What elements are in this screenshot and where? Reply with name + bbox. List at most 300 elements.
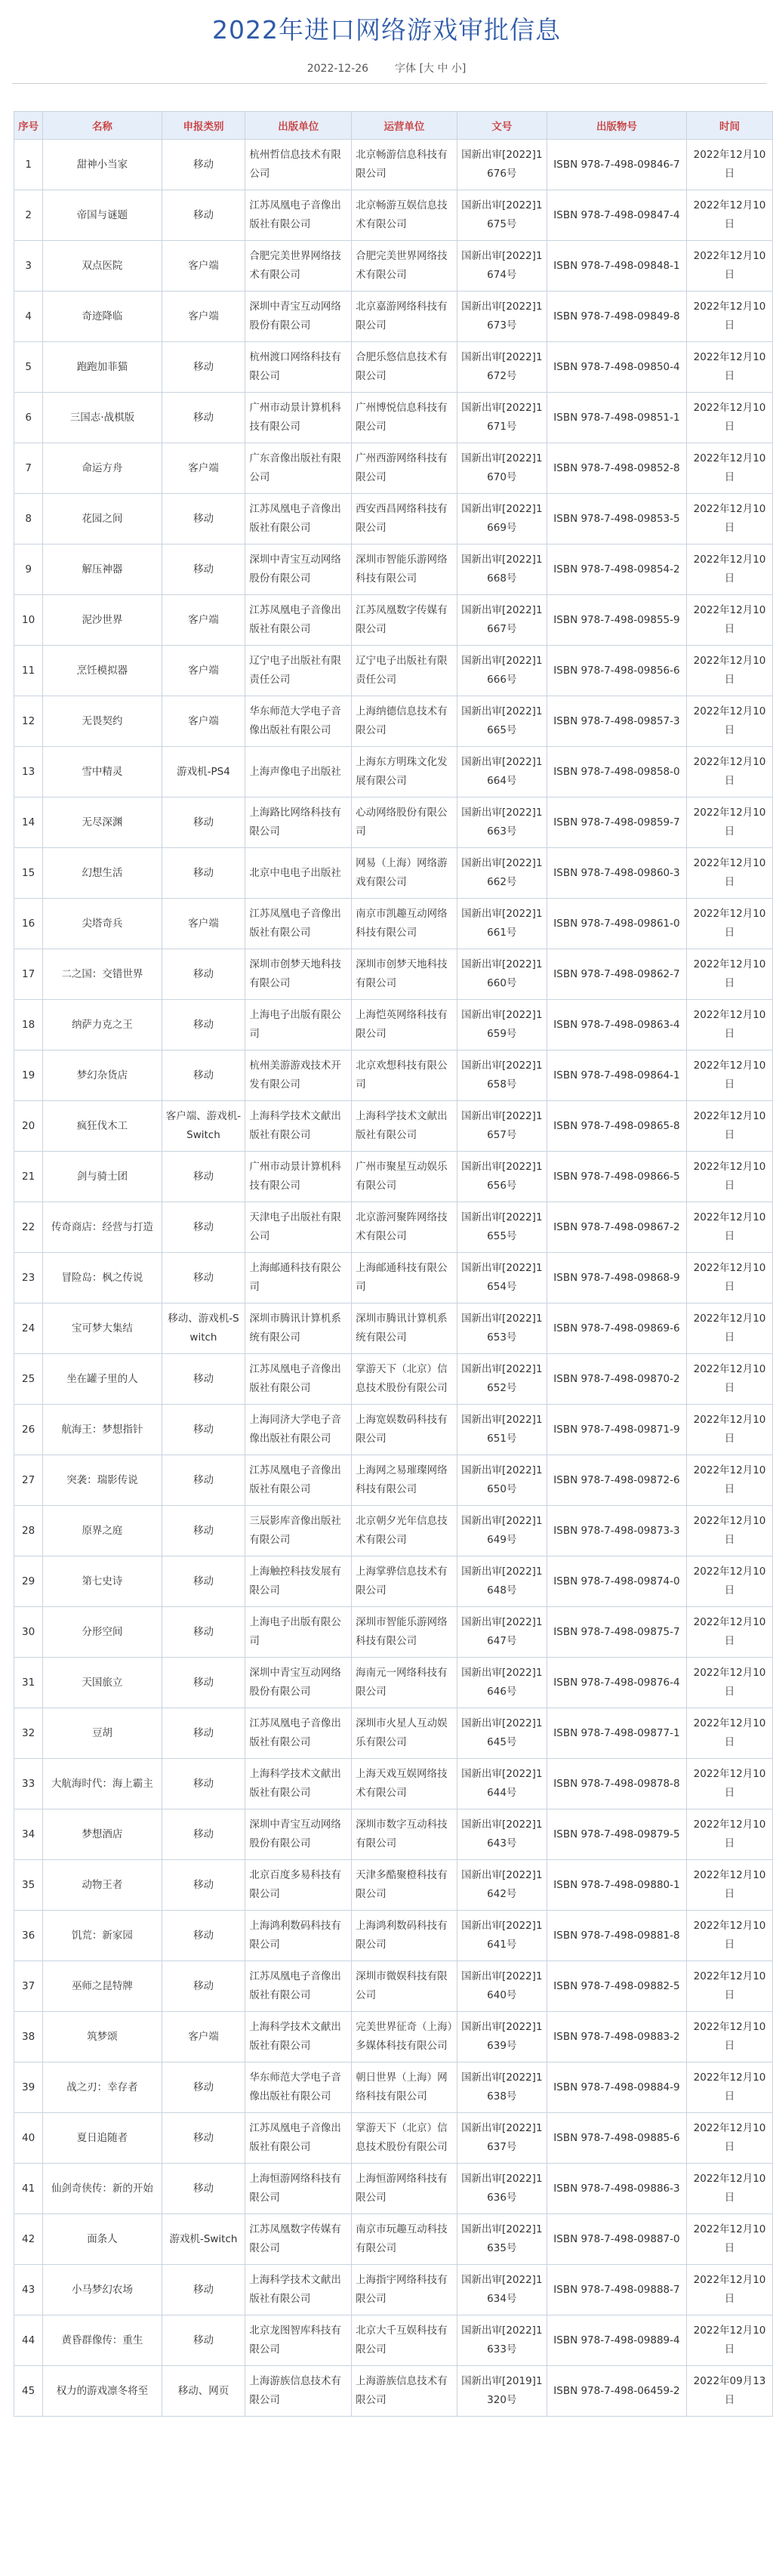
cell-operator: 深圳市智能乐游网络科技有限公司 [352,1607,457,1658]
cell-date: 2022年12月10日 [687,2062,773,2113]
cell-name: 饥荒：新家园 [43,1911,162,1961]
table-row [14,899,773,949]
cell-name: 尖塔奇兵 [43,899,162,949]
cell-name: 二之国：交错世界 [43,949,162,1000]
cell-isbn: ISBN 978-7-498-09860-3 [547,848,686,899]
cell-isbn: ISBN 978-7-498-09866-5 [547,1152,686,1202]
cell-index: 32 [14,1708,43,1759]
cell-date: 2022年12月10日 [687,1860,773,1911]
cell-doc-number: 国新出审[2022]1640号 [457,1961,547,2012]
cell-category: 移动 [162,393,245,443]
cell-publisher: 深圳中青宝互动网络股份有限公司 [245,292,352,342]
cell-index: 13 [14,747,43,797]
cell-operator: 上海鸿利数码科技有限公司 [352,1911,457,1961]
cell-name: 雪中精灵 [43,747,162,797]
cell-name: 分形空间 [43,1607,162,1658]
table-row [14,1759,773,1809]
cell-category: 移动 [162,2113,245,2164]
cell-name: 跑跑加菲猫 [43,342,162,393]
cell-operator: 江苏凤凰数字传媒有限公司 [352,595,457,646]
header-category: 申报类别 [162,112,245,140]
cell-category: 客户端 [162,241,245,292]
cell-name: 无尽深渊 [43,797,162,848]
cell-category: 移动 [162,190,245,241]
cell-isbn: ISBN 978-7-498-09862-7 [547,949,686,1000]
cell-doc-number: 国新出审[2022]1666号 [457,646,547,696]
cell-category: 客户端 [162,595,245,646]
cell-operator: 北京畅游互娱信息技术有限公司 [352,190,457,241]
cell-index: 41 [14,2164,43,2214]
table-row [14,2315,773,2366]
cell-index: 28 [14,1506,43,1556]
cell-doc-number: 国新出审[2022]1646号 [457,1658,547,1708]
cell-doc-number: 国新出审[2022]1638号 [457,2062,547,2113]
cell-category: 游戏机-PS4 [162,747,245,797]
cell-name: 原界之庭 [43,1506,162,1556]
cell-doc-number: 国新出审[2022]1675号 [457,190,547,241]
cell-date: 2022年12月10日 [687,1556,773,1607]
font-size-label: 字体 [395,63,416,75]
cell-operator: 上海天戏互娱网络技术有限公司 [352,1759,457,1809]
cell-name: 面条人 [43,2214,162,2265]
cell-isbn: ISBN 978-7-498-09879-5 [547,1809,686,1860]
table-row [14,1556,773,1607]
cell-name: 纳萨力克之王 [43,1000,162,1050]
cell-isbn: ISBN 978-7-498-09871-9 [547,1405,686,1455]
cell-operator: 南京市凯趣互动网络科技有限公司 [352,899,457,949]
cell-category: 客户端 [162,443,245,494]
cell-publisher: 深圳中青宝互动网络股份有限公司 [245,545,352,595]
cell-category: 移动 [162,1860,245,1911]
cell-doc-number: 国新出审[2022]1636号 [457,2164,547,2214]
cell-publisher: 北京中电电子出版社 [245,848,352,899]
cell-publisher: 上海恒游网络科技有限公司 [245,2164,352,2214]
cell-index: 37 [14,1961,43,2012]
cell-publisher: 北京龙图智库科技有限公司 [245,2315,352,2366]
cell-category: 移动 [162,140,245,190]
table-row [14,1354,773,1405]
table-row [14,1708,773,1759]
table-row [14,1860,773,1911]
cell-publisher: 上海触控科技发展有限公司 [245,1556,352,1607]
cell-isbn: ISBN 978-7-498-09874-0 [547,1556,686,1607]
cell-publisher: 辽宁电子出版社有限责任公司 [245,646,352,696]
cell-publisher: 江苏凤凰电子音像出版社有限公司 [245,2113,352,2164]
cell-operator: 合肥完美世界网络技术有限公司 [352,241,457,292]
table-row [14,292,773,342]
cell-name: 宝可梦大集结 [43,1303,162,1354]
cell-isbn: ISBN 978-7-498-09888-7 [547,2265,686,2315]
cell-date: 2022年12月10日 [687,1455,773,1506]
table-row [14,1101,773,1152]
cell-operator: 上海恺英网络科技有限公司 [352,1000,457,1050]
cell-index: 14 [14,797,43,848]
cell-doc-number: 国新出审[2022]1656号 [457,1152,547,1202]
cell-date: 2022年12月10日 [687,1658,773,1708]
cell-operator: 北京畅游信息科技有限公司 [352,140,457,190]
cell-publisher: 江苏凤凰电子音像出版社有限公司 [245,1961,352,2012]
cell-index: 27 [14,1455,43,1506]
header-index: 序号 [14,112,43,140]
table-row [14,1303,773,1354]
cell-operator: 深圳市火星人互动娱乐有限公司 [352,1708,457,1759]
cell-doc-number: 国新出审[2022]1641号 [457,1911,547,1961]
cell-name: 梦想酒店 [43,1809,162,1860]
cell-name: 黄昏群像传：重生 [43,2315,162,2366]
cell-operator: 深圳市微娱科技有限公司 [352,1961,457,2012]
cell-doc-number: 国新出审[2022]1672号 [457,342,547,393]
cell-isbn: ISBN 978-7-498-09847-4 [547,190,686,241]
cell-date: 2022年12月10日 [687,292,773,342]
cell-category: 移动 [162,848,245,899]
approval-table [14,111,773,2417]
cell-publisher: 江苏凤凰电子音像出版社有限公司 [245,1455,352,1506]
cell-isbn: ISBN 978-7-498-09864-1 [547,1050,686,1101]
table-row [14,696,773,747]
cell-date: 2022年12月10日 [687,595,773,646]
cell-publisher: 上海电子出版有限公司 [245,1000,352,1050]
cell-index: 43 [14,2265,43,2315]
table-row [14,2164,773,2214]
cell-operator: 上海掌骅信息技术有限公司 [352,1556,457,1607]
cell-publisher: 华东师范大学电子音像出版社有限公司 [245,2062,352,2113]
cell-name: 梦幻杂货店 [43,1050,162,1101]
cell-operator: 上海网之易璀璨网络科技有限公司 [352,1455,457,1506]
cell-publisher: 北京百度多易科技有限公司 [245,1860,352,1911]
cell-date: 2022年12月10日 [687,2315,773,2366]
cell-isbn: ISBN 978-7-498-09885-6 [547,2113,686,2164]
cell-date: 2022年12月10日 [687,545,773,595]
cell-publisher: 深圳市创梦天地科技有限公司 [245,949,352,1000]
cell-publisher: 上海鸿利数码科技有限公司 [245,1911,352,1961]
cell-doc-number: 国新出审[2022]1647号 [457,1607,547,1658]
cell-publisher: 杭州哲信息技术有限公司 [245,140,352,190]
cell-index: 23 [14,1253,43,1303]
cell-date: 2022年12月10日 [687,899,773,949]
table-row [14,2113,773,2164]
cell-index: 22 [14,1202,43,1253]
font-size-switcher[interactable]: [大 中 小] [419,63,467,75]
cell-index: 17 [14,949,43,1000]
cell-date: 2022年12月10日 [687,1759,773,1809]
cell-name: 帝国与谜题 [43,190,162,241]
cell-isbn: ISBN 978-7-498-09887-0 [547,2214,686,2265]
cell-name: 豆胡 [43,1708,162,1759]
cell-index: 26 [14,1405,43,1455]
cell-operator: 北京嘉游网络科技有限公司 [352,292,457,342]
cell-name: 剑与骑士团 [43,1152,162,1202]
cell-date: 2022年12月10日 [687,848,773,899]
cell-doc-number: 国新出审[2022]1652号 [457,1354,547,1405]
cell-operator: 合肥乐悠信息技术有限公司 [352,342,457,393]
cell-doc-number: 国新出审[2022]1642号 [457,1860,547,1911]
cell-index: 2 [14,190,43,241]
cell-isbn: ISBN 978-7-498-09863-4 [547,1000,686,1050]
cell-doc-number: 国新出审[2019]1320号 [457,2366,547,2417]
table-row [14,1405,773,1455]
cell-category: 客户端 [162,2012,245,2062]
table-row [14,1455,773,1506]
cell-doc-number: 国新出审[2022]1653号 [457,1303,547,1354]
cell-publisher: 合肥完美世界网络技术有限公司 [245,241,352,292]
cell-category: 移动 [162,1759,245,1809]
cell-doc-number: 国新出审[2022]1635号 [457,2214,547,2265]
cell-publisher: 上海游族信息技术有限公司 [245,2366,352,2417]
cell-operator: 深圳市智能乐游网络科技有限公司 [352,545,457,595]
cell-doc-number: 国新出审[2022]1665号 [457,696,547,747]
cell-category: 移动 [162,1961,245,2012]
header-isbn: 出版物号 [547,112,686,140]
cell-isbn: ISBN 978-7-498-09856-6 [547,646,686,696]
cell-operator: 广州博悦信息科技有限公司 [352,393,457,443]
cell-date: 2022年12月10日 [687,1506,773,1556]
cell-name: 解压神器 [43,545,162,595]
cell-date: 2022年12月10日 [687,393,773,443]
cell-index: 16 [14,899,43,949]
cell-doc-number: 国新出审[2022]1664号 [457,747,547,797]
table-row [14,1607,773,1658]
cell-name: 坐在罐子里的人 [43,1354,162,1405]
cell-isbn: ISBN 978-7-498-09873-3 [547,1506,686,1556]
cell-date: 2022年12月10日 [687,140,773,190]
cell-date: 2022年12月10日 [687,646,773,696]
cell-publisher: 上海路比网络科技有限公司 [245,797,352,848]
cell-doc-number: 国新出审[2022]1637号 [457,2113,547,2164]
cell-index: 29 [14,1556,43,1607]
cell-date: 2022年12月10日 [687,747,773,797]
cell-operator: 广州西游网络科技有限公司 [352,443,457,494]
cell-index: 34 [14,1809,43,1860]
cell-publisher: 江苏凤凰电子音像出版社有限公司 [245,1708,352,1759]
cell-publisher: 上海科学技术文献出版社有限公司 [245,2012,352,2062]
cell-category: 移动 [162,1658,245,1708]
cell-index: 21 [14,1152,43,1202]
table-row [14,2062,773,2113]
cell-index: 12 [14,696,43,747]
cell-name: 花园之间 [43,494,162,545]
cell-publisher: 上海科学技术文献出版社有限公司 [245,1759,352,1809]
cell-index: 1 [14,140,43,190]
cell-isbn: ISBN 978-7-498-09877-1 [547,1708,686,1759]
cell-operator: 北京大千互娱科技有限公司 [352,2315,457,2366]
cell-name: 巫师之昆特牌 [43,1961,162,2012]
table-row [14,1506,773,1556]
cell-doc-number: 国新出审[2022]1669号 [457,494,547,545]
page-title: 2022年进口网络游戏审批信息 [212,15,561,45]
cell-category: 移动 [162,2062,245,2113]
cell-date: 2022年12月10日 [687,2214,773,2265]
cell-index: 6 [14,393,43,443]
cell-category: 移动 [162,797,245,848]
cell-doc-number: 国新出审[2022]1654号 [457,1253,547,1303]
cell-date: 2022年12月10日 [687,1911,773,1961]
header-date: 时间 [687,112,773,140]
cell-name: 夏日追随者 [43,2113,162,2164]
cell-category: 移动 [162,1202,245,1253]
cell-doc-number: 国新出审[2022]1659号 [457,1000,547,1050]
table-row [14,241,773,292]
header-doc-number: 文号 [457,112,547,140]
publish-date: 2022-12-26 [306,63,369,75]
cell-date: 2022年12月10日 [687,342,773,393]
cell-publisher: 上海科学技术文献出版社有限公司 [245,2265,352,2315]
cell-category: 移动 [162,1354,245,1405]
cell-date: 2022年12月10日 [687,696,773,747]
cell-isbn: ISBN 978-7-498-09876-4 [547,1658,686,1708]
cell-publisher: 三辰影库音像出版社有限公司 [245,1506,352,1556]
cell-date: 2022年12月10日 [687,443,773,494]
cell-publisher: 深圳中青宝互动网络股份有限公司 [245,1658,352,1708]
cell-isbn: ISBN 978-7-498-09859-7 [547,797,686,848]
cell-index: 31 [14,1658,43,1708]
cell-isbn: ISBN 978-7-498-09878-8 [547,1759,686,1809]
cell-doc-number: 国新出审[2022]1663号 [457,797,547,848]
cell-name: 甜神小当家 [43,140,162,190]
cell-date: 2022年12月10日 [687,1708,773,1759]
cell-isbn: ISBN 978-7-498-09867-2 [547,1202,686,1253]
cell-operator: 上海邮通科技有限公司 [352,1253,457,1303]
cell-category: 移动 [162,1708,245,1759]
cell-doc-number: 国新出审[2022]1676号 [457,140,547,190]
header-name: 名称 [43,112,162,140]
cell-name: 三国志·战棋版 [43,393,162,443]
cell-operator: 上海游族信息技术有限公司 [352,2366,457,2417]
cell-date: 2022年12月10日 [687,1152,773,1202]
cell-index: 9 [14,545,43,595]
table-row [14,1809,773,1860]
cell-category: 移动、游戏机-Switch [162,1303,245,1354]
cell-isbn: ISBN 978-7-498-09875-7 [547,1607,686,1658]
cell-publisher: 江苏凤凰电子音像出版社有限公司 [245,595,352,646]
cell-operator: 上海东方明珠文化发展有限公司 [352,747,457,797]
cell-publisher: 广东音像出版社有限公司 [245,443,352,494]
cell-category: 客户端 [162,292,245,342]
cell-date: 2022年12月10日 [687,241,773,292]
table-row [14,2012,773,2062]
cell-index: 15 [14,848,43,899]
table-row [14,545,773,595]
cell-doc-number: 国新出审[2022]1645号 [457,1708,547,1759]
cell-name: 战之刃：幸存者 [43,2062,162,2113]
cell-operator: 上海指宇网络科技有限公司 [352,2265,457,2315]
cell-index: 40 [14,2113,43,2164]
header-publisher: 出版单位 [245,112,352,140]
cell-isbn: ISBN 978-7-498-09872-6 [547,1455,686,1506]
cell-category: 移动 [162,494,245,545]
cell-isbn: ISBN 978-7-498-09855-9 [547,595,686,646]
cell-isbn: ISBN 978-7-498-06459-2 [547,2366,686,2417]
table-row [14,2214,773,2265]
cell-operator: 心动网络股份有限公司 [352,797,457,848]
cell-isbn: ISBN 978-7-498-09854-2 [547,545,686,595]
table-row [14,1152,773,1202]
header-operator: 运营单位 [352,112,457,140]
cell-publisher: 江苏凤凰数字传媒有限公司 [245,2214,352,2265]
cell-isbn: ISBN 978-7-498-09852-8 [547,443,686,494]
cell-publisher: 天津电子出版社有限公司 [245,1202,352,1253]
table-row [14,747,773,797]
cell-operator: 天津多酷聚橙科技有限公司 [352,1860,457,1911]
cell-name: 筑梦颂 [43,2012,162,2062]
cell-date: 2022年12月10日 [687,494,773,545]
cell-operator: 西安西昌网络科技有限公司 [352,494,457,545]
cell-publisher: 江苏凤凰电子音像出版社有限公司 [245,494,352,545]
cell-name: 烹饪模拟器 [43,646,162,696]
table-row [14,1961,773,2012]
cell-operator: 北京朝夕光年信息技术有限公司 [352,1506,457,1556]
cell-name: 第七史诗 [43,1556,162,1607]
cell-name: 动物王者 [43,1860,162,1911]
table-row [14,797,773,848]
cell-name: 传奇商店：经营与打造 [43,1202,162,1253]
cell-date: 2022年12月10日 [687,1354,773,1405]
cell-name: 天国旅立 [43,1658,162,1708]
cell-index: 3 [14,241,43,292]
cell-index: 35 [14,1860,43,1911]
cell-date: 2022年12月10日 [687,1050,773,1101]
cell-category: 移动 [162,1253,245,1303]
cell-category: 客户端 [162,899,245,949]
cell-isbn: ISBN 978-7-498-09889-4 [547,2315,686,2366]
cell-operator: 上海恒游网络科技有限公司 [352,2164,457,2214]
cell-category: 移动 [162,545,245,595]
cell-category: 移动 [162,342,245,393]
cell-name: 大航海时代：海上霸主 [43,1759,162,1809]
cell-doc-number: 国新出审[2022]1634号 [457,2265,547,2315]
cell-category: 客户端 [162,696,245,747]
cell-date: 2022年12月10日 [687,1961,773,2012]
cell-doc-number: 国新出审[2022]1639号 [457,2012,547,2062]
table-row [14,190,773,241]
table-header-row [14,112,773,140]
cell-index: 20 [14,1101,43,1152]
cell-doc-number: 国新出审[2022]1660号 [457,949,547,1000]
cell-doc-number: 国新出审[2022]1651号 [457,1405,547,1455]
cell-isbn: ISBN 978-7-498-09858-0 [547,747,686,797]
cell-date: 2022年12月10日 [687,1253,773,1303]
cell-name: 无畏契约 [43,696,162,747]
cell-index: 19 [14,1050,43,1101]
cell-index: 8 [14,494,43,545]
table-row [14,848,773,899]
cell-publisher: 上海邮通科技有限公司 [245,1253,352,1303]
cell-name: 疯狂伐木工 [43,1101,162,1152]
cell-publisher: 广州市动景计算机科技有限公司 [245,393,352,443]
cell-publisher: 江苏凤凰电子音像出版社有限公司 [245,1354,352,1405]
cell-date: 2022年12月10日 [687,2164,773,2214]
cell-operator: 北京欢想科技有限公司 [352,1050,457,1101]
cell-isbn: ISBN 978-7-498-09880-1 [547,1860,686,1911]
cell-category: 客户端 [162,646,245,696]
cell-isbn: ISBN 978-7-498-09881-8 [547,1911,686,1961]
cell-doc-number: 国新出审[2022]1668号 [457,545,547,595]
cell-isbn: ISBN 978-7-498-09884-9 [547,2062,686,2113]
table-row [14,1658,773,1708]
cell-category: 移动 [162,1050,245,1101]
cell-index: 10 [14,595,43,646]
cell-doc-number: 国新出审[2022]1650号 [457,1455,547,1506]
table-row [14,1050,773,1101]
cell-operator: 北京游河聚阵网络技术有限公司 [352,1202,457,1253]
table-row [14,393,773,443]
cell-isbn: ISBN 978-7-498-09882-5 [547,1961,686,2012]
table-row [14,1911,773,1961]
cell-index: 4 [14,292,43,342]
cell-name: 突袭：瑞影传说 [43,1455,162,1506]
cell-category: 移动 [162,1506,245,1556]
cell-index: 25 [14,1354,43,1405]
cell-publisher: 广州市动景计算机科技有限公司 [245,1152,352,1202]
